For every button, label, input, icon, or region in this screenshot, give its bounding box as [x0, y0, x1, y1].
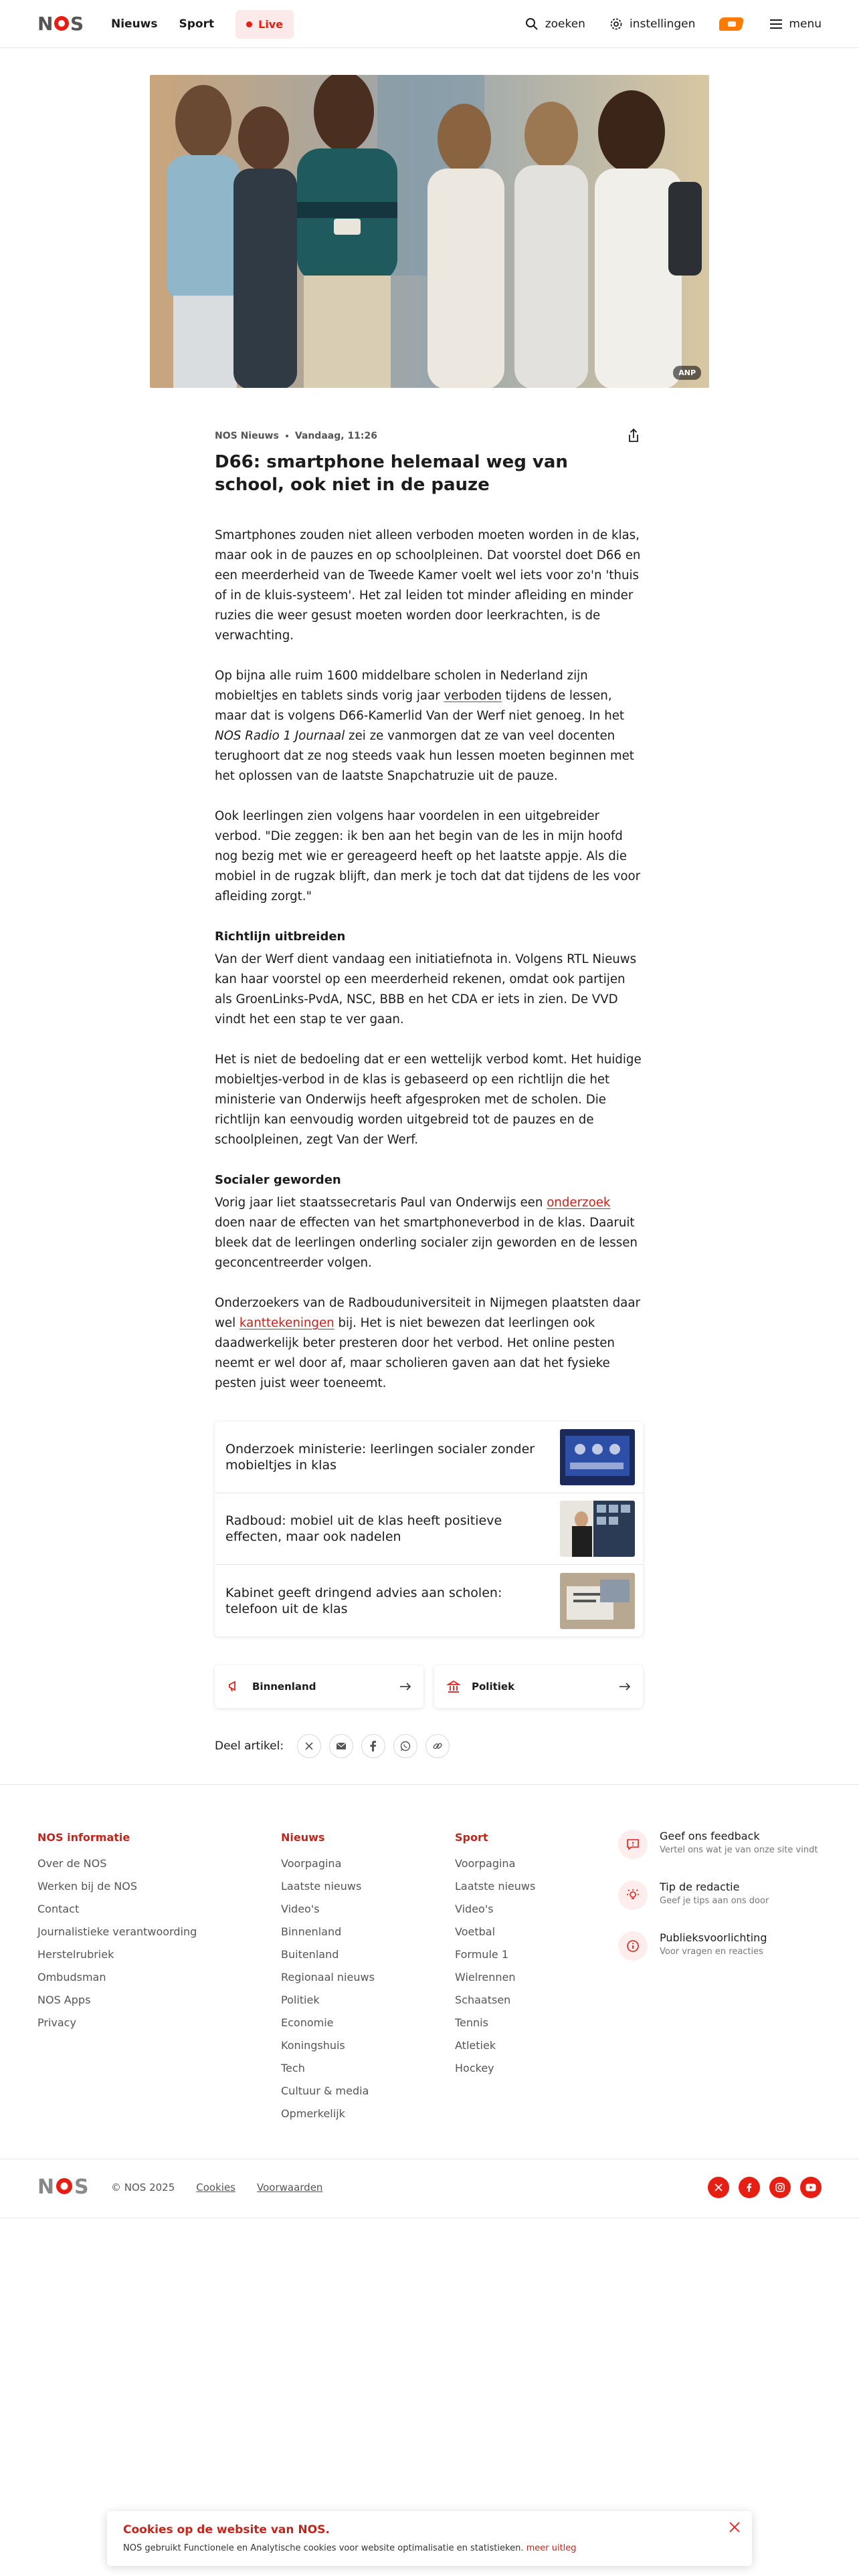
footer-link[interactable]: Voorpagina [281, 1857, 342, 1870]
cookie-more-link[interactable]: meer uitleg [526, 2543, 577, 2553]
paragraph: Ook leerlingen zien volgens haar voordelen in een uitgebreider verbod. "Die zeggen: ik ben aan het begin van de les in mijn hoofd nog bezig met wie er gereageerd heeft op het laatste appje. Als die mobiel in de rugzak blijft, dan merk je toch dat dat tijdens de les voor afleiding zorgt." [215, 809, 641, 903]
live-dot-icon [246, 21, 252, 27]
text: bij. Het is niet bewezen dat leerlingen ook daadwerkelijk beter presteren door het verbod. Het online pesten neemt er wel door af, maar scholieren gaven aan dat het fysieke pesten juist weer toeneemt. [215, 1316, 615, 1390]
footer-link[interactable]: Journalistieke verantwoording [37, 1925, 197, 1938]
footer-link[interactable]: Buitenland [281, 1948, 339, 1961]
footer-legal [111, 2181, 322, 2193]
footer-link[interactable]: Tennis [455, 2016, 488, 2029]
tip-text [660, 1881, 820, 1910]
link-kanttekeningen[interactable]: kanttekeningen [239, 1316, 335, 1330]
footer-col-sport [455, 1830, 535, 2080]
footer-link[interactable]: Tech [281, 2062, 305, 2074]
footer-link[interactable]: Voetbal [455, 1925, 496, 1938]
youtube-icon [805, 2183, 816, 2191]
share-facebook-button[interactable] [361, 1734, 385, 1758]
menu-label: menu [789, 17, 822, 31]
settings-label: instellingen [629, 17, 696, 31]
footer-link[interactable]: Laatste nieuws [281, 1880, 362, 1893]
subheading: Richtlijn uitbreiden [215, 930, 346, 944]
footer-bottom [37, 2174, 822, 2201]
live-label: Live [258, 17, 284, 31]
card-title: Tip de redactie [660, 1881, 740, 1893]
share-row [215, 1734, 450, 1758]
related-thumbnail [560, 1501, 635, 1557]
lightbulb-icon [618, 1881, 648, 1910]
footer-col-nieuws [281, 1830, 375, 2125]
info-icon [618, 1931, 648, 1961]
feedback-text [660, 1830, 820, 1859]
article [215, 428, 643, 1414]
nos-logo[interactable] [37, 13, 84, 33]
footer-link[interactable]: Opmerkelijk [281, 2107, 345, 2120]
main-nav [111, 9, 294, 39]
related-item[interactable] [215, 1422, 643, 1493]
footer-col-title: NOS informatie [37, 1831, 130, 1844]
link-icon [432, 1741, 443, 1751]
paragraph: Van der Werf dient vandaag een initiatiefnota in. Volgens RTL Nieuws kan haar voorstel op een meerderheid rekenen, omdat ook partijen als GroenLinks-PvdA, NSC, BBB en het CDA er iets in zien. De VVD vindt het een stap te ver gaan. [215, 952, 637, 1027]
footer-link[interactable]: Werken bij de NOS [37, 1880, 138, 1893]
search-icon [525, 17, 539, 31]
footer-col-contact [618, 1830, 820, 1982]
instagram-icon [775, 2183, 785, 2192]
related-title: Kabinet geeft dringend advies aan scholen: telefoon uit de klas [225, 1585, 502, 1616]
terms-link[interactable]: Voorwaarden [257, 2181, 323, 2193]
cookies-link[interactable]: Cookies [196, 2181, 235, 2193]
x-icon [304, 1741, 314, 1751]
card-title: Geef ons feedback [660, 1830, 760, 1842]
card-sub: Voor vragen en reacties [660, 1947, 763, 1957]
category-links [215, 1665, 643, 1708]
footer-link[interactable]: NOS Apps [37, 1994, 91, 2006]
x-social-button[interactable] [708, 2177, 729, 2198]
social-links [708, 2177, 822, 2198]
feedback-card[interactable] [618, 1830, 820, 1859]
footer-link[interactable]: Ombudsman [37, 1971, 106, 1983]
facebook-icon [747, 2183, 752, 2192]
arrow-right-icon [619, 1682, 631, 1691]
npo-button[interactable] [719, 15, 746, 33]
footer-link[interactable]: Voorpagina [455, 1857, 516, 1870]
megaphone-icon [227, 1679, 242, 1694]
footer-link[interactable]: Economie [281, 2016, 334, 2029]
nav-sport[interactable]: Sport [179, 17, 215, 31]
tip-card[interactable] [618, 1881, 820, 1910]
paragraph [215, 666, 643, 786]
gear-icon [609, 17, 623, 31]
footer-divider [0, 1784, 859, 1785]
close-icon[interactable] [727, 2519, 743, 2535]
text: Vorig jaar liet staatssecretaris Paul van Onderwijs een [215, 1196, 547, 1210]
share-whatsapp-button[interactable] [393, 1734, 417, 1758]
paragraph [215, 1293, 643, 1394]
paragraph [215, 1193, 643, 1273]
related-thumbnail [560, 1429, 635, 1485]
cookie-body: NOS gebruikt Functionele en Analytische cookies voor website optimalisatie en statistieken. [123, 2543, 527, 2553]
article-meta [215, 428, 643, 444]
footer-link[interactable]: Koningshuis [281, 2039, 345, 2052]
copyright: © NOS 2025 [111, 2181, 175, 2193]
footer-link[interactable]: Schaatsen [455, 1994, 511, 2006]
text: doen naar de effecten van het smartphoneverbod in de klas. Daaruit bleek dat de leerlingen onderling socialer zijn geworden en de lessen geconcentreerder volgen. [215, 1216, 638, 1270]
svg-text:N: N [37, 2175, 55, 2197]
footer-link[interactable]: Laatste nieuws [455, 1880, 536, 1893]
article-time: Vandaag, 11:26 [294, 431, 378, 441]
svg-text:N: N [37, 13, 54, 33]
hero-image [150, 75, 709, 388]
site-header [0, 0, 859, 48]
link-verboden[interactable]: verboden [444, 689, 502, 703]
related-title: Radboud: mobiel uit de klas heeft positieve effecten, maar ook nadelen [225, 1513, 502, 1544]
photo-credit: ANP [673, 366, 701, 380]
footer-link[interactable]: Video's [455, 1903, 494, 1915]
related-thumbnail [560, 1573, 635, 1629]
svg-text:S: S [70, 13, 84, 33]
youtube-social-button[interactable] [800, 2177, 822, 2198]
card-sub: Vertel ons wat je van onze site vindt [660, 1845, 818, 1855]
facebook-icon [370, 1741, 377, 1751]
footer-link[interactable]: Over de NOS [37, 1857, 107, 1870]
text-emphasis: NOS Radio 1 Journaal [215, 729, 345, 743]
cookie-banner [107, 2511, 752, 2566]
category-label: Binnenland [252, 1681, 316, 1693]
whatsapp-icon [400, 1741, 411, 1751]
card-title: Publieksvoorlichting [660, 1931, 767, 1944]
footer-col-info [37, 1830, 197, 2034]
share-icon[interactable] [624, 427, 643, 445]
nav-nieuws[interactable]: Nieuws [111, 17, 158, 31]
share-label: Deel artikel: [215, 1739, 284, 1753]
info-text [660, 1931, 820, 1961]
arrow-right-icon [399, 1682, 411, 1691]
link-onderzoek[interactable]: onderzoek [547, 1196, 611, 1210]
related-item[interactable] [215, 1565, 643, 1636]
mail-icon [336, 1742, 347, 1750]
cookie-text [123, 2543, 736, 2553]
instagram-social-button[interactable] [769, 2177, 791, 2198]
cookie-title: Cookies op de website van NOS. [123, 2523, 330, 2537]
footer-link[interactable]: Politiek [281, 1994, 320, 2006]
text: Op bijna alle ruim 1600 middelbare scholen in Nederland zijn mobieltjes en tablets sinds vorig jaar [215, 669, 588, 703]
article-source: NOS Nieuws [215, 431, 279, 441]
article-body [215, 526, 643, 1394]
footer-link[interactable]: Regionaal nieuws [281, 1971, 375, 1983]
footer-link[interactable]: Video's [281, 1903, 320, 1915]
text: zei ze vanmorgen dat ze van veel docenten terughoort dat ze nog steeds vaak hun lessen moeten beginnen met het oplossen van de laatste Snapchatruzie uit de pauze. [215, 729, 634, 783]
text: Onderzoekers van de Radbouduniversiteit in Nijmegen plaatsten daar wel [215, 1296, 640, 1330]
settings-button[interactable] [609, 17, 695, 31]
svg-text:S: S [74, 2175, 89, 2197]
share-x-button[interactable] [297, 1734, 321, 1758]
hero-photo [150, 75, 709, 388]
subheading: Socialer geworden [215, 1173, 341, 1187]
category-label: Politiek [472, 1681, 515, 1693]
share-link-button[interactable] [425, 1734, 450, 1758]
footer-link[interactable]: Contact [37, 1903, 80, 1915]
footer-col-title: Nieuws [281, 1831, 325, 1844]
paragraph: Smartphones zouden niet alleen verboden moeten worden in de klas, maar ook in de pauzes en op schoolpleinen. Dat voorstel doet D66 en een meerderheid van de Tweede Kamer voelt wel iets voor zo'n 'thuis of in de kluis-systeem'. Het zal leiden tot minder afleiding en minder ruzies die weer gesust moeten worden door leerkrachten, is de verwachting. [215, 528, 641, 643]
card-sub: Geef je tips aan ons door [660, 1896, 769, 1906]
search-button[interactable] [525, 17, 585, 31]
chat-icon [618, 1830, 648, 1859]
hamburger-icon [770, 19, 782, 29]
meta-separator [286, 435, 288, 437]
parliament-icon [446, 1679, 461, 1694]
footer-link[interactable]: Atletiek [455, 2039, 496, 2052]
footer-link[interactable]: Formule 1 [455, 1948, 508, 1961]
article-title: D66: smartphone helemaal weg van school, ook niet in de pauze [215, 452, 568, 495]
footer-link[interactable]: Privacy [37, 2016, 76, 2029]
menu-button[interactable] [770, 17, 822, 31]
footer-link[interactable]: Wielrennen [455, 1971, 516, 1983]
npo-logo-icon [719, 15, 746, 33]
related-title: Onderzoek ministerie: leerlingen socialer zonder mobieltjes in klas [225, 1442, 535, 1473]
footer-link[interactable]: Binnenland [281, 1925, 342, 1938]
footer-nos-logo[interactable] [37, 2175, 91, 2199]
related-articles [215, 1422, 643, 1636]
category-binnenland[interactable] [215, 1665, 423, 1708]
category-label-wrap [446, 1679, 514, 1694]
text: tijdens de lessen, maar dat is volgens D66-Kamerlid Van der Werf niet genoeg. In het [215, 689, 625, 723]
related-item[interactable] [215, 1493, 643, 1565]
footer-link[interactable]: Hockey [455, 2062, 494, 2074]
live-button[interactable] [235, 10, 294, 39]
share-email-button[interactable] [329, 1734, 353, 1758]
footer-col-title: Sport [455, 1831, 488, 1844]
info-card[interactable] [618, 1931, 820, 1961]
paragraph: Het is niet de bedoeling dat er een wettelijk verbod komt. Het huidige mobieltjes-verbod in de klas is gebaseerd op een richtlijn die het ministerie van Onderwijs heeft afgesproken met de scholen. Die richtlijn kan eenvoudig worden uitgebreid tot de pauzes en de schoolpleinen, zegt Van der Werf. [215, 1053, 642, 1147]
footer-link[interactable]: Cultuur & media [281, 2084, 369, 2097]
category-politiek[interactable] [434, 1665, 643, 1708]
x-icon [714, 2183, 723, 2191]
search-label: zoeken [545, 17, 585, 31]
facebook-social-button[interactable] [739, 2177, 760, 2198]
header-actions [525, 9, 822, 39]
footer-link[interactable]: Herstelrubriek [37, 1948, 114, 1961]
category-label-wrap [227, 1679, 316, 1694]
